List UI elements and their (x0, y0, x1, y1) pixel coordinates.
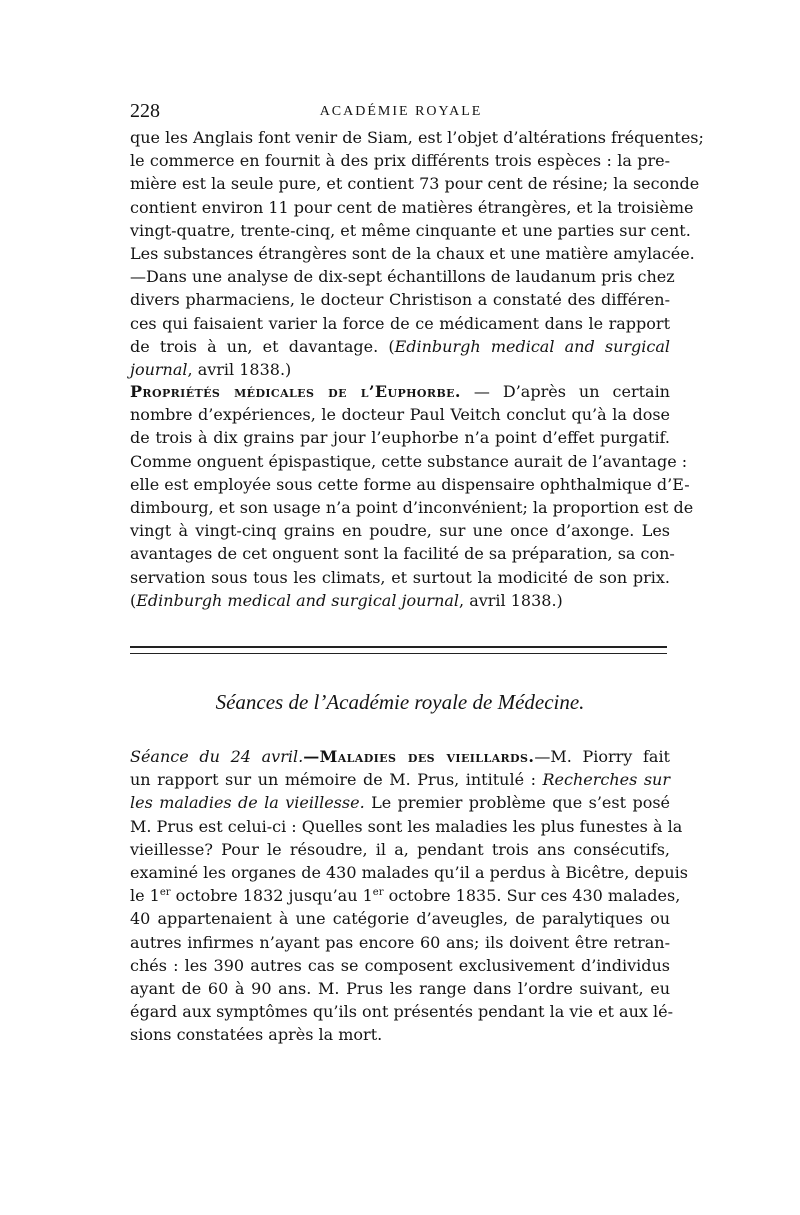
citation-italic: Edinburgh medical and surgical (394, 336, 670, 356)
citation-italic: journal (130, 359, 188, 379)
text-line: —Dans une analyse de dix-sept échantillons de laudanum pris chez (130, 267, 675, 287)
text-line: servation sous tous les climats, et surtout la modicité de son prix. (130, 567, 670, 587)
text-line: que les Anglais font venir de Siam, est l’objet d’altérations fréquentes; (130, 128, 704, 147)
text-line: vingt-quatre, trente-cinq, et même cinquante et une parties sur cent. (130, 220, 691, 240)
text-line (130, 335, 670, 358)
text-line: le commerce en fournit à des prix différents trois espèces : la pre- (130, 151, 670, 171)
text-line: 40 appartenaient à une catégorie d’aveugles, de paralytiques ou (130, 909, 670, 929)
text-line: dimbourg, et son usage n’a point d’inconvénient; la proportion est de (130, 497, 694, 517)
memoir-title: Recherches sur (542, 770, 671, 790)
text-line: ces qui faisaient varier la force de ce médicament dans le rapport (130, 313, 670, 333)
text-line: divers pharmaciens, le docteur Christison a constaté des différen- (130, 290, 670, 310)
text-line (130, 380, 670, 403)
text-span: ( (130, 590, 137, 610)
section-heading: Propriétés médicales de l’Euphorbe. (130, 382, 461, 401)
session-date: Séance du 24 avril. (130, 747, 304, 766)
text-span: le 1 (130, 886, 160, 906)
text-line: autres infirmes n’ayant pas encore 60 ans; ils doivent être retran- (130, 932, 670, 952)
text-span: octobre 1832 jusqu’au 1 (170, 886, 373, 906)
citation-date: , avril 1838.) (459, 590, 563, 610)
text-span: de trois à un, et davantage. ( (130, 336, 395, 356)
text-line: M. Prus est celui-ci : Quelles sont les maladies les plus funestes à la (130, 816, 683, 836)
citation-italic: Edinburgh medical and surgical journal (136, 590, 460, 610)
text-span: — D’après un certain (460, 382, 670, 401)
text-line (130, 791, 670, 814)
text-line: contient environ 11 pour cent de matières étrangères, et la troisième (130, 197, 694, 217)
text-line: vieillesse? Pour le résoudre, il a, pendant trois ans consécutifs, (130, 839, 670, 859)
text-span: Le premier problème que s’est posé (364, 793, 671, 813)
superscript: er (159, 887, 171, 899)
text-line (130, 745, 670, 768)
section-title: Séances de l’Académie royale de Médecine. (215, 690, 585, 714)
text-line: sions constatées après la mort. (130, 1025, 383, 1045)
double-rule-divider (130, 646, 667, 654)
text-span: —M. Piorry fait (534, 747, 670, 766)
superscript: er (372, 887, 384, 899)
page-number: 228 (130, 100, 160, 122)
text-line (130, 589, 670, 612)
seance-paragraph (130, 745, 689, 1046)
text-line: avantages de cet onguent sont la facilité de sa préparation, sa con- (130, 544, 675, 564)
page-header (130, 100, 672, 126)
running-head: ACADÉMIE ROYALE (319, 104, 483, 119)
text-line: de trois à dix grains par jour l’euphorbe n’a point d’effet purgatif. (130, 428, 670, 448)
text-span: octobre 1835. Sur ces 430 malades, (383, 886, 681, 906)
text-line (130, 358, 670, 381)
euphorbe-paragraph (130, 380, 694, 612)
section-heading: —Maladies des vieillards. (303, 747, 535, 766)
text-line: Les substances étrangères sont de la chaux et une matière amylacée. (130, 243, 695, 263)
citation-date: , avril 1838.) (187, 359, 292, 379)
text-line: elle est employée sous cette forme au dispensaire ophthalmique d’E- (130, 474, 690, 494)
text-line: Comme onguent épispastique, cette substance aurait de l’avantage : (130, 451, 688, 471)
opium-paragraph (130, 126, 704, 381)
text-line: chés : les 390 autres cas se composent exclusivement d’individus (130, 955, 670, 975)
text-span: un rapport sur un mémoire de M. Prus, intitulé : (130, 770, 543, 790)
text-line (130, 768, 670, 791)
text-line: ayant de 60 à 90 ans. M. Prus les range dans l’ordre suivant, eu (130, 978, 670, 998)
memoir-title: les maladies de la vieillesse. (130, 793, 365, 813)
text-line: examiné les organes de 430 malades qu’il a perdus à Bicêtre, depuis (130, 862, 689, 882)
text-line: nombre d’expériences, le docteur Paul Veitch conclut qu’à la dose (130, 405, 670, 425)
text-line: mière est la seule pure, et contient 73 pour cent de résine; la seconde (130, 174, 700, 194)
text-line: égard aux symptômes qu’ils ont présentés pendant la vie et aux lé- (130, 1002, 673, 1022)
text-line: vingt à vingt-cinq grains en poudre, sur une once d’axonge. Les (130, 521, 670, 541)
text-line (130, 884, 681, 907)
